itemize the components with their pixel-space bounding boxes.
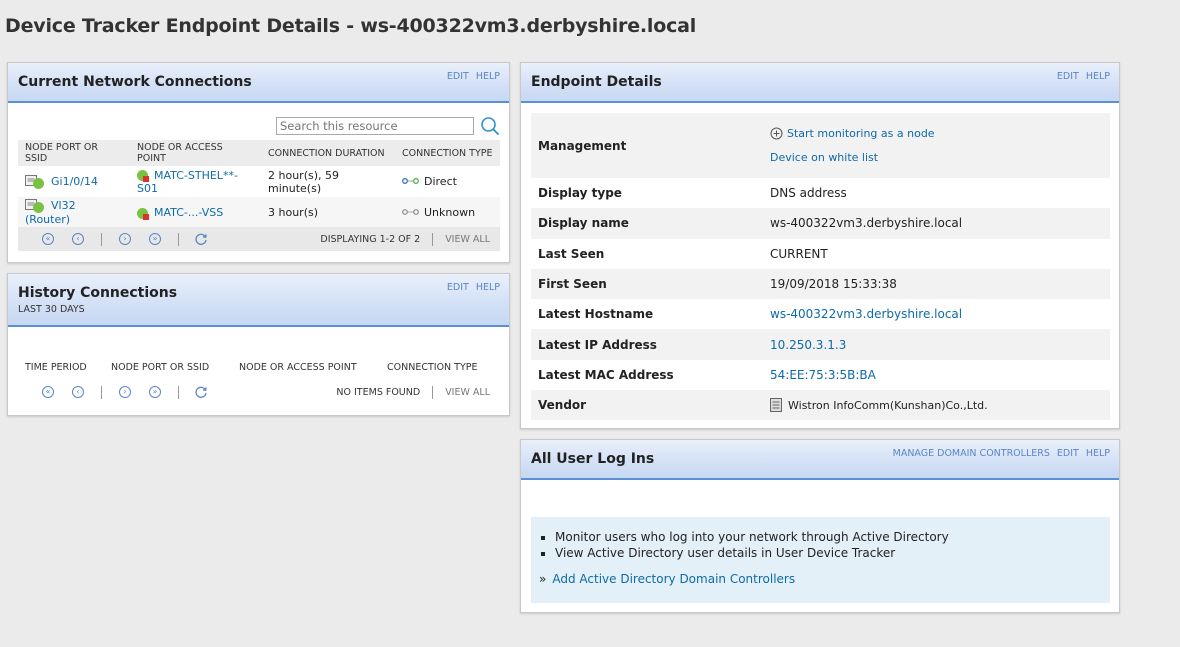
endpoint-details-table	[531, 113, 1110, 420]
detail-row	[531, 299, 1110, 329]
info-box	[531, 517, 1110, 603]
manage-domain-controllers-link[interactable]: MANAGE DOMAIN CONTROLLERS	[892, 448, 1050, 459]
detail-row	[531, 113, 1110, 178]
detail-value: 19/09/2018 15:33:38	[763, 269, 1110, 299]
info-list	[555, 530, 1110, 560]
history-connections-panel	[7, 273, 510, 416]
column-header[interactable]: CONNECTION TYPE	[380, 354, 500, 380]
detail-row	[531, 329, 1110, 359]
panel-header	[8, 63, 509, 103]
edit-link[interactable]: EDIT	[1056, 71, 1079, 82]
detail-label: Vendor	[531, 390, 763, 420]
switch-port-icon	[25, 175, 43, 189]
panel-title: History Connections	[18, 285, 178, 301]
detail-label: First Seen	[531, 269, 763, 299]
help-link[interactable]: HELP	[475, 282, 500, 293]
panel-header	[521, 63, 1119, 103]
column-header[interactable]: NODE PORT OR SSID	[18, 140, 130, 166]
panel-actions	[440, 282, 500, 293]
panel-actions	[886, 448, 1110, 459]
node-status-icon	[137, 170, 148, 181]
connection-type: Unknown	[424, 205, 476, 219]
add-node-icon[interactable]	[770, 127, 783, 140]
direct-connection-icon	[402, 175, 419, 188]
pager-status: DISPLAYING 1-2 OF 2	[320, 233, 421, 245]
vendor-icon	[770, 398, 782, 412]
current-connections-panel	[7, 62, 510, 263]
port-link[interactable]: Vl32 (Router)	[25, 199, 76, 226]
detail-row	[531, 390, 1110, 420]
panel-title: All User Log Ins	[531, 451, 655, 467]
port-link[interactable]: Gi1/0/14	[51, 174, 98, 188]
router-icon	[25, 199, 43, 213]
node-status-icon	[137, 208, 148, 219]
white-list-link[interactable]: Device on white list	[770, 150, 879, 164]
column-header[interactable]: CONNECTION DURATION	[261, 140, 395, 166]
divider	[178, 386, 179, 399]
detail-label: Display type	[538, 186, 622, 201]
view-all-link[interactable]: VIEW ALL	[445, 386, 490, 398]
detail-label: Latest MAC Address	[538, 367, 674, 382]
panel-header	[521, 440, 1119, 480]
endpoint-details-panel	[520, 62, 1120, 429]
detail-row	[531, 208, 1110, 238]
detail-row	[531, 269, 1110, 299]
link-prefix-icon: »	[539, 572, 547, 586]
divider	[432, 386, 433, 399]
first-page-icon[interactable]: «	[42, 386, 54, 398]
duration: 2 hour(s), 59 minute(s)	[268, 168, 339, 195]
detail-value: CURRENT	[770, 246, 828, 261]
detail-row	[531, 178, 1110, 208]
detail-label: Management	[531, 113, 763, 178]
unknown-connection-icon	[402, 206, 419, 219]
user-logins-panel	[520, 439, 1120, 613]
detail-label: Display name	[531, 208, 763, 238]
divider	[101, 386, 102, 399]
list-item: ▪ View Active Directory user details in User Device Tracker	[555, 546, 1110, 560]
column-header[interactable]: NODE OR ACCESS POINT	[130, 140, 261, 166]
pager	[18, 227, 500, 251]
search-row	[276, 114, 502, 138]
duration: 3 hour(s)	[261, 197, 395, 228]
divider	[101, 233, 102, 246]
detail-value: ws-400322vm3.derbyshire.local	[763, 208, 1110, 238]
prev-page-icon[interactable]: ‹	[72, 233, 84, 245]
start-monitoring-link[interactable]: Start monitoring as a node	[787, 126, 935, 140]
panel-actions	[440, 71, 500, 82]
detail-row	[531, 239, 1110, 269]
panel-title: Endpoint Details	[531, 74, 662, 90]
view-all-link[interactable]: VIEW ALL	[445, 233, 490, 245]
mac-address-link[interactable]: 54:EE:75:3:5B:BA	[770, 367, 876, 382]
refresh-icon[interactable]	[194, 385, 208, 399]
first-page-icon[interactable]: «	[42, 233, 54, 245]
node-link[interactable]: MATC-STHEL**-S01	[137, 168, 238, 195]
add-domain-controllers-link[interactable]: Add Active Directory Domain Controllers	[552, 572, 796, 586]
edit-link[interactable]: EDIT	[446, 71, 469, 82]
page-title: Device Tracker Endpoint Details - ws-400322vm3.derbyshire.local	[5, 15, 697, 37]
detail-label: Latest IP Address	[531, 329, 763, 359]
edit-link[interactable]: EDIT	[1056, 448, 1079, 459]
pager	[18, 380, 500, 404]
detail-label: Latest Hostname	[538, 307, 654, 322]
column-header[interactable]: NODE PORT OR SSID	[104, 354, 232, 380]
node-link[interactable]: MATC-...-VSS	[154, 206, 224, 219]
detail-value: DNS address	[770, 186, 847, 201]
panel-title: Current Network Connections	[18, 74, 252, 90]
help-link[interactable]: HELP	[1085, 71, 1110, 82]
panel-header	[8, 274, 509, 327]
column-header[interactable]: NODE OR ACCESS POINT	[232, 354, 380, 380]
next-page-icon[interactable]: ›	[119, 233, 131, 245]
help-link[interactable]: HELP	[475, 71, 500, 82]
table-row	[18, 166, 500, 197]
current-connections-table	[18, 140, 500, 228]
connection-type: Direct	[424, 174, 457, 188]
next-page-icon[interactable]: ›	[119, 386, 131, 398]
hostname-link[interactable]: ws-400322vm3.derbyshire.local	[770, 307, 963, 322]
table-row	[18, 197, 500, 228]
last-page-icon[interactable]: »	[149, 386, 161, 398]
refresh-icon[interactable]	[194, 232, 208, 246]
pager-status: NO ITEMS FOUND	[336, 386, 421, 398]
last-page-icon[interactable]: »	[149, 233, 161, 245]
column-header[interactable]: CONNECTION TYPE	[395, 140, 500, 166]
search-input[interactable]	[276, 117, 474, 135]
help-link[interactable]: HELP	[1085, 448, 1110, 459]
divider	[178, 233, 179, 246]
history-connections-table	[18, 354, 500, 380]
ip-address-link[interactable]: 10.250.3.1.3	[770, 337, 847, 352]
divider	[432, 233, 433, 246]
column-header[interactable]: TIME PERIOD	[18, 354, 104, 380]
edit-link[interactable]: EDIT	[446, 282, 469, 293]
prev-page-icon[interactable]: ‹	[72, 386, 84, 398]
list-item: ▪ Monitor users who log into your network through Active Directory	[555, 530, 1110, 544]
search-icon[interactable]	[478, 114, 502, 138]
detail-value: Wistron InfoComm(Kunshan)Co.,Ltd.	[788, 398, 988, 412]
panel-subtitle: LAST 30 DAYS	[18, 304, 85, 315]
detail-row	[531, 360, 1110, 390]
panel-actions	[1050, 71, 1110, 82]
detail-label: Last Seen	[538, 246, 605, 261]
